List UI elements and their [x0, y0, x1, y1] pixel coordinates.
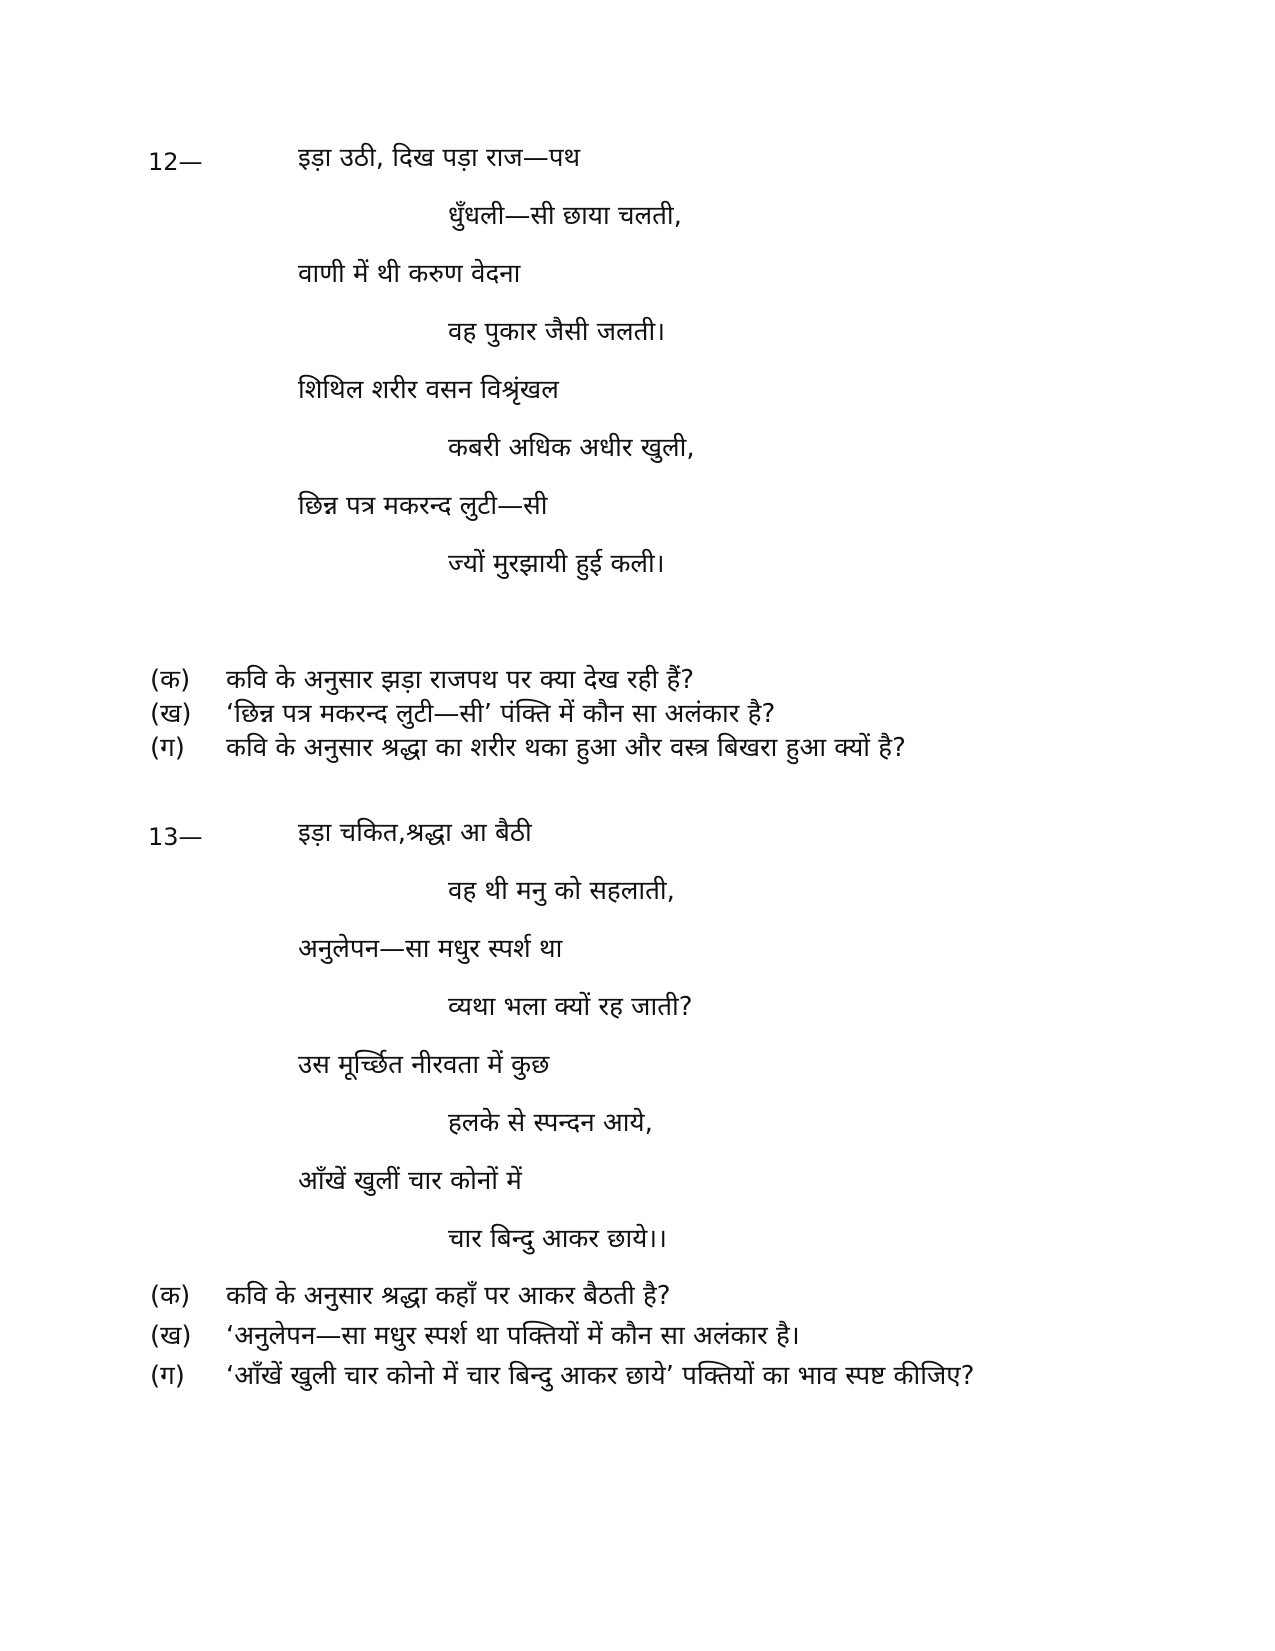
q12-verse-8: ज्यों मुरझायी हुई कली।	[448, 549, 665, 579]
subquestion-mark: (ग)	[150, 733, 185, 763]
subquestion-text: कवि के अनुसार श्रद्धा कहाँ पर आकर बैठती है?	[226, 1281, 671, 1311]
question-12-number: 12—	[148, 148, 203, 176]
q13-subquestion-ka	[150, 1279, 671, 1313]
subquestion-text: ‘आँखें खुली चार कोनो में चार बिन्दु आकर छाये’ पक्तियों का भाव स्पष्ट कीजिए?	[226, 1361, 975, 1391]
q12-subquestion-kha	[150, 697, 775, 731]
q12-verse-6: कबरी अधिक अधीर खुली,	[448, 433, 695, 463]
subquestion-mark: (ग)	[150, 1361, 185, 1391]
q12-verse-4: वह पुकार जैसी जलती।	[448, 317, 666, 347]
q12-subquestion-ga	[150, 731, 906, 765]
q13-verse-1: इड़ा चकित,श्रद्धा आ बैठी	[298, 818, 532, 848]
q13-subquestion-ga	[150, 1359, 974, 1393]
q12-verse-3: वाणी में थी करुण वेदना	[298, 259, 521, 289]
subquestion-text: कवि के अनुसार झड़ा राजपथ पर क्या देख रही हैं?	[226, 665, 695, 695]
question-13-number: 13—	[148, 823, 203, 851]
q13-verse-4: व्यथा भला क्यों रह जाती?	[448, 992, 693, 1022]
subquestion-mark: (क)	[150, 1281, 191, 1311]
subquestion-text: कवि के अनुसार श्रद्धा का शरीर थका हुआ और वस्त्र बिखरा हुआ क्यों है?	[226, 733, 906, 763]
subquestion-text: ‘छिन्न पत्र मकरन्द लुटी—सी’ पंक्ति में कौन सा अलंकार है?	[226, 699, 776, 729]
q13-subquestion-kha	[150, 1319, 800, 1353]
q12-subquestion-ka	[150, 663, 694, 697]
subquestion-mark: (क)	[150, 665, 191, 695]
q12-verse-2: धुँधली—सी छाया चलती,	[448, 201, 682, 231]
subquestion-text: ‘अनुलेपन—सा मधुर स्पर्श था पक्तियों में कौन सा अलंकार है।	[226, 1321, 800, 1351]
subquestion-mark: (ख)	[150, 699, 192, 729]
q13-verse-6: हलके से स्पन्दन आये,	[448, 1108, 653, 1138]
q12-verse-7: छिन्न पत्र मकरन्द लुटी—सी	[298, 491, 548, 521]
q13-verse-3: अनुलेपन—सा मधुर स्पर्श था	[298, 934, 563, 964]
q12-verse-1: इड़ा उठी, दिख पड़ा राज—पथ	[298, 143, 581, 173]
q13-verse-8: चार बिन्दु आकर छाये।।	[448, 1224, 668, 1254]
subquestion-mark: (ख)	[150, 1321, 192, 1351]
q13-verse-5: उस मूर्च्छित नीरवता में कुछ	[298, 1050, 550, 1080]
q13-verse-7: आँखें खुलीं चार कोनों में	[298, 1166, 522, 1196]
q13-verse-2: वह थी मनु को सहलाती,	[448, 876, 675, 906]
q12-verse-5: शिथिल शरीर वसन विश्रृंखल	[298, 375, 559, 405]
